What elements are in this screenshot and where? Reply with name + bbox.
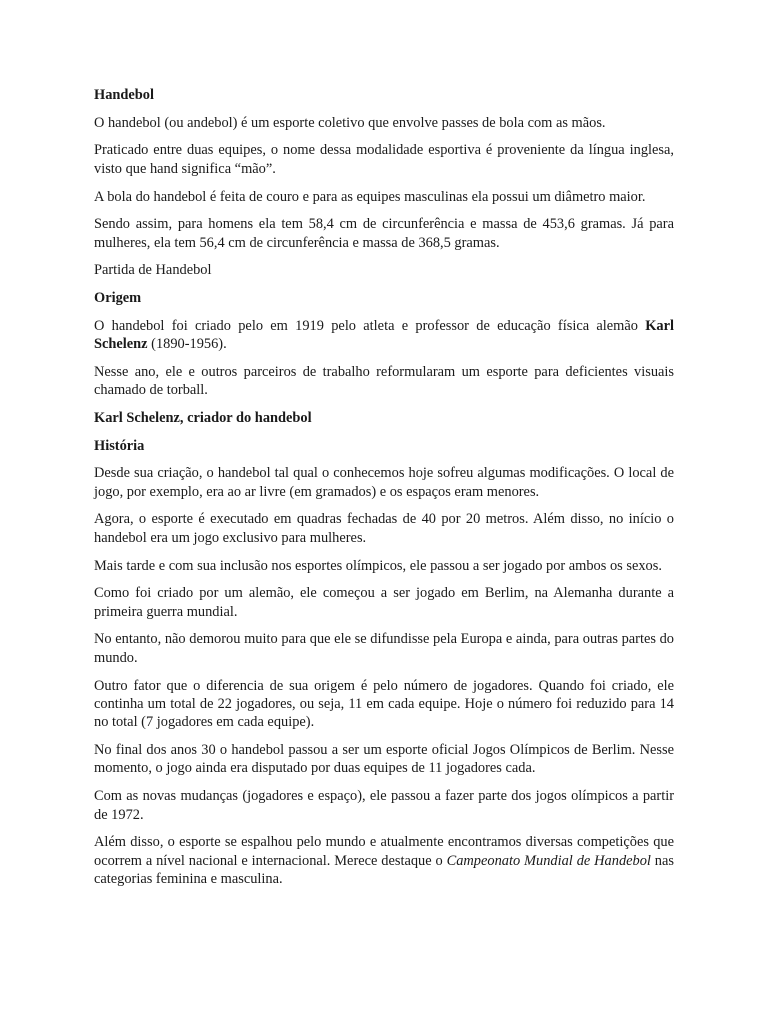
paragraph-torball: Nesse ano, ele e outros parceiros de trabalho reformularam um esporte para deficientes visuais chamado de torball. <box>94 363 674 399</box>
document-page <box>94 86 674 898</box>
paragraph-1972: Com as novas mudanças (jogadores e espaço), ele passou a fazer parte dos jogos olímpicos a partir de 1972. <box>94 788 674 823</box>
paragraph-world-championship <box>94 833 674 888</box>
paragraph-modifications: Desde sua criação, o handebol tal qual o conhecemos hoje sofreu algumas modificações. O local de jogo, por exemplo, era ao ar livre (em gramados) e os espaços eram menores. <box>94 465 674 500</box>
paragraph-intro: O handebol (ou andebol) é um esporte coletivo que envolve passes de bola com as mãos. <box>94 114 606 131</box>
paragraph-olympic-official: No final dos anos 30 o handebol passou a ser um esporte oficial Jogos Olímpicos de Berlim. Nesse momento, o jogo ainda era disputado por duas equipes de 11 jogadores cada. <box>94 742 674 777</box>
image-caption-match: Partida de Handebol <box>94 262 212 279</box>
paragraph-name-origin: Praticado entre duas equipes, o nome dessa modalidade esportiva é proveniente da língua inglesa, visto que hand significa “mão”. <box>94 142 674 177</box>
paragraph-creator <box>94 317 674 354</box>
section-heading-historia: História <box>94 437 145 454</box>
creator-years: (1890-1956). <box>147 336 227 353</box>
paragraph-world-text: Além disso, o esporte se espalhou pelo mundo e atualmente encontramos diversas competições que ocorrem a nível nacional e internacional. Merece destaque o <box>94 834 674 869</box>
creator-name: Karl Schelenz <box>94 317 674 353</box>
paragraph-creator-text: O handebol foi criado pelo em 1919 pelo atleta e professor de educação física alemão <box>94 317 646 334</box>
paragraph-olympics-inclusion: Mais tarde e com sua inclusão nos esportes olímpicos, ele passou a ser jogado por ambos os sexos. <box>94 557 662 574</box>
championship-name: Campeonato Mundial de Handebol <box>446 852 651 869</box>
image-caption-creator: Karl Schelenz, criador do handebol <box>94 409 312 426</box>
paragraph-ball: A bola do handebol é feita de couro e para as equipes masculinas ela possui um diâmetro maior. <box>94 188 646 205</box>
section-heading-origem: Origem <box>94 290 142 307</box>
document-title: Handebol <box>94 87 154 103</box>
paragraph-court: Agora, o esporte é executado em quadras fechadas de 40 por 20 metros. Além disso, no início o handebol era um jogo exclusivo para mulheres. <box>94 511 674 546</box>
paragraph-players: Outro fator que o diferencia de sua origem é pelo número de jogadores. Quando foi criado, ele continha um total de 22 jogadores, ou seja, 11 em cada equipe. Hoje o número foi reduzido para 14 no total (7 jogadores em cada equipe). <box>94 677 674 731</box>
paragraph-ball-specs: Sendo assim, para homens ela tem 58,4 cm de circunferência e massa de 453,6 gramas. Já para mulheres, ela tem 56,4 cm de circunferência e massa de 368,5 gramas. <box>94 216 674 251</box>
paragraph-world-end: nas categorias feminina e masculina. <box>94 852 674 888</box>
paragraph-europe: No entanto, não demorou muito para que ele se difundisse pela Europa e ainda, para outras partes do mundo. <box>94 631 674 666</box>
paragraph-berlin: Como foi criado por um alemão, ele começou a ser jogado em Berlim, na Alemanha durante a primeira guerra mundial. <box>94 585 674 620</box>
